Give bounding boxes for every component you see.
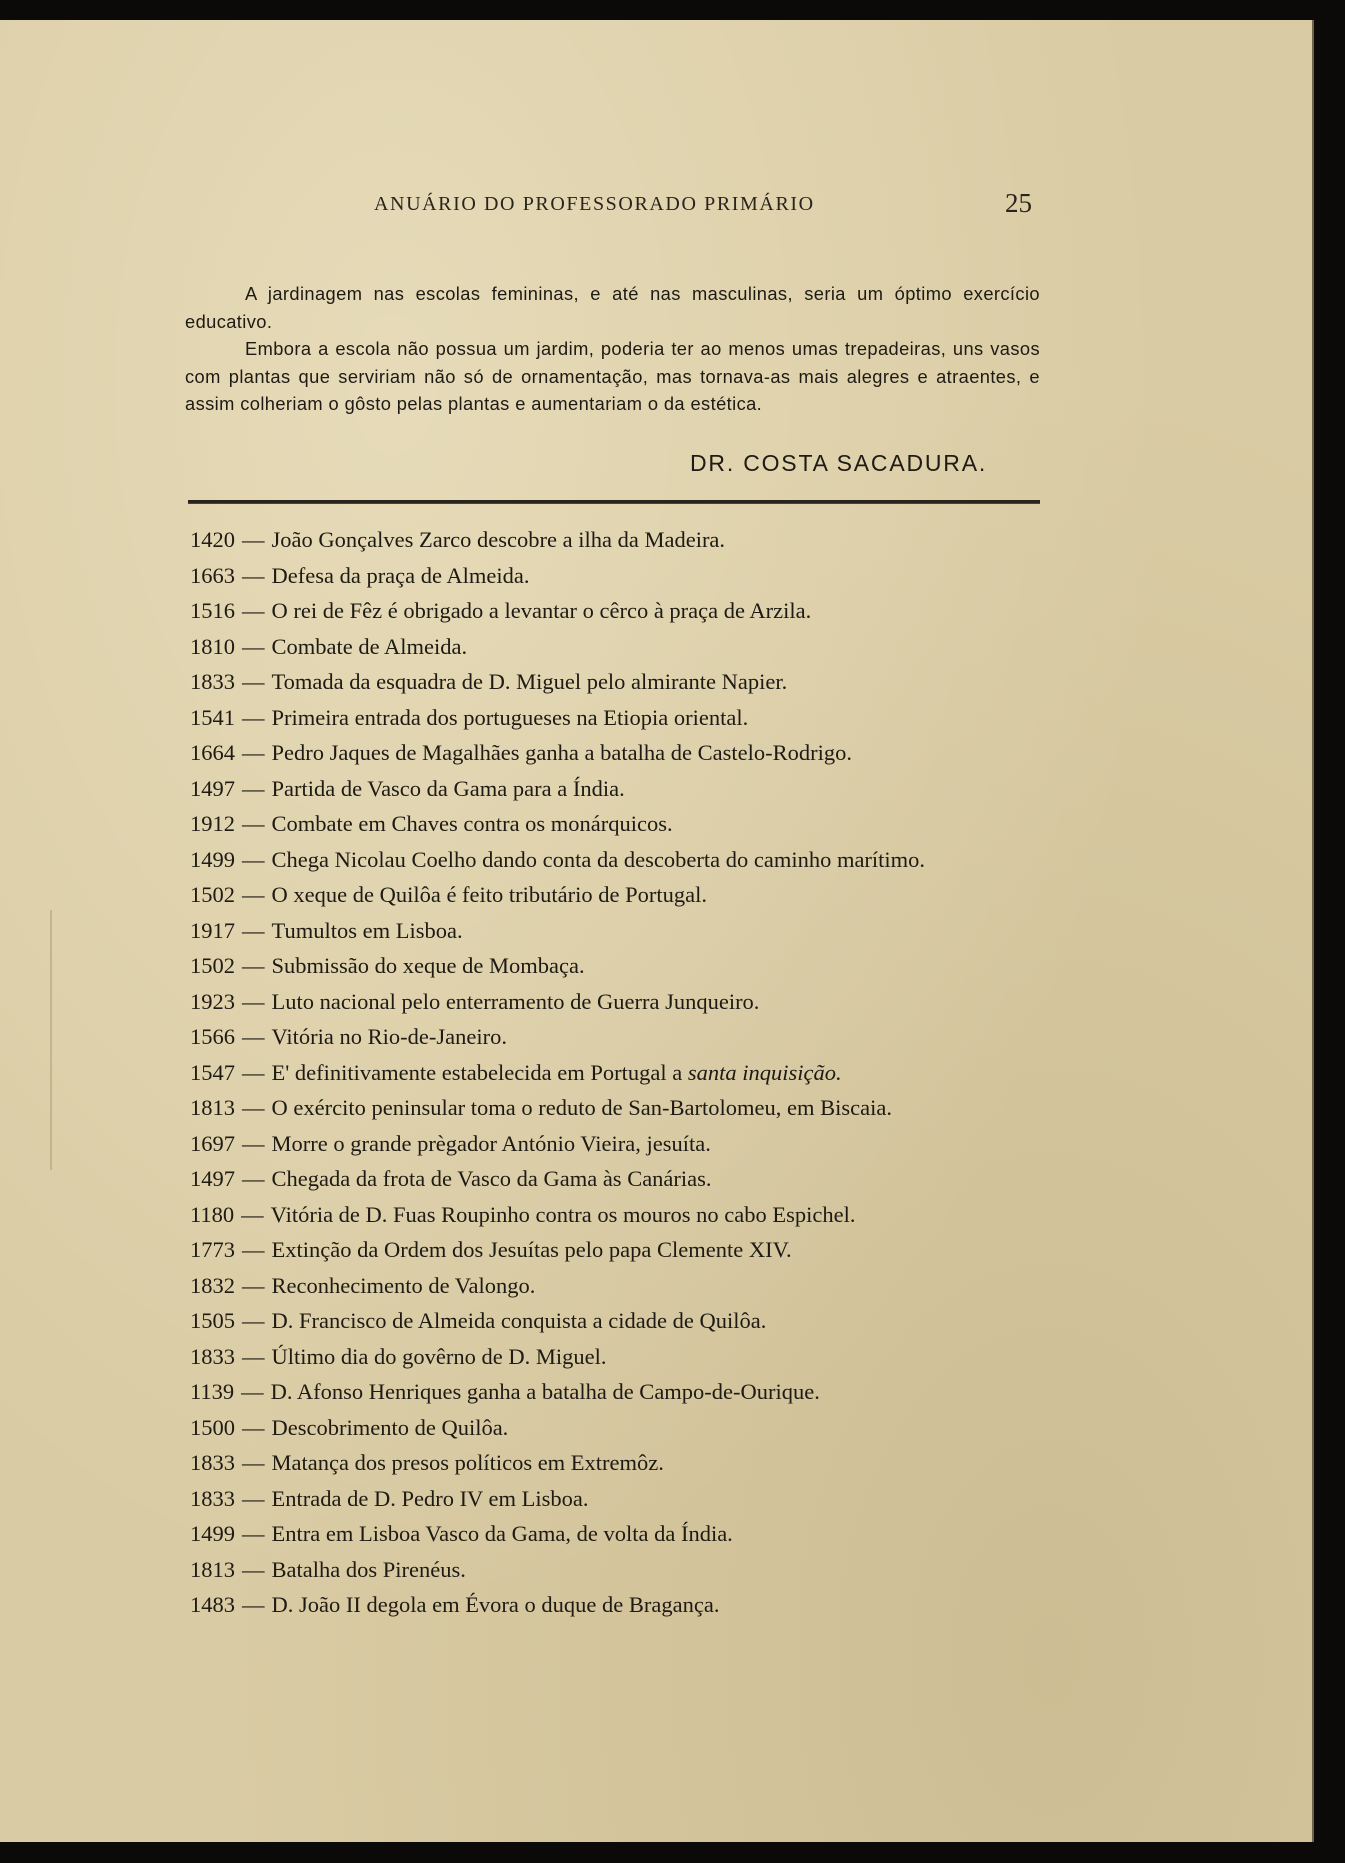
entry-year: 1499 (190, 1521, 235, 1546)
chronology-entry (190, 1197, 1070, 1233)
chronology-entry (190, 1516, 1070, 1552)
entry-description: O rei de Fêz é obrigado a levantar o cêrco à praça de Arzila. (271, 598, 812, 623)
entry-dash: — (242, 917, 265, 943)
entry-year: 1566 (190, 1024, 235, 1049)
entry-dash: — (242, 633, 265, 659)
chronology-entry (190, 948, 1070, 984)
entry-dash: — (242, 1521, 265, 1546)
entry-description: Extinção da Ordem dos Jesuítas pelo papa Clemente XIV. (271, 1237, 792, 1262)
entry-year: 1497 (190, 775, 235, 801)
chronology-entry (190, 1410, 1070, 1446)
entry-year: 1483 (190, 1592, 235, 1617)
entry-dash: — (242, 953, 265, 978)
entry-dash: — (242, 704, 265, 730)
entry-description: Tomada da esquadra de D. Miguel pelo almirante Napier. (271, 669, 788, 694)
entry-year: 1833 (190, 1450, 235, 1475)
entry-dash: — (242, 811, 265, 836)
entry-description: O xeque de Quilôa é feito tributário de Portugal. (271, 882, 707, 907)
entry-description: Vitória no Rio-de-Janeiro. (271, 1024, 507, 1049)
entry-year: 1833 (190, 1485, 235, 1511)
essay-paragraph: Embora a escola não possua um jardim, poderia ter ao menos umas trepadeiras, uns vasos com plantas que serviriam não só de ornamentação, mas tornava-as mais alegres e atraentes, e assim colheriam o gôsto pelas plantas e aumentariam o da estética. (185, 338, 1040, 414)
paper-crease (50, 910, 52, 1170)
chronology-entry (190, 522, 1070, 558)
entry-dash: — (242, 598, 265, 623)
entry-description: Reconhecimento de Valongo. (271, 1272, 536, 1298)
entry-description: Morre o grande prègador António Vieira, jesuíta. (271, 1130, 711, 1156)
entry-description: Entrada de D. Pedro IV em Lisboa. (271, 1485, 589, 1511)
chronology-entry (190, 1445, 1070, 1481)
entry-description: O exército peninsular toma o reduto de San-Bartolomeu, em Biscaia. (271, 1095, 892, 1120)
entry-dash: — (242, 562, 265, 588)
entry-dash: — (242, 1450, 265, 1475)
entry-dash: — (242, 1308, 265, 1333)
chronology-entry (190, 877, 1070, 913)
entry-description: D. Afonso Henriques ganha a batalha de Campo-de-Ourique. (270, 1379, 820, 1404)
entry-year: 1502 (190, 882, 235, 907)
chronology-entry (190, 558, 1070, 594)
chronology-entry (190, 1126, 1070, 1162)
entry-dash: — (242, 1414, 265, 1440)
entry-dash: — (242, 882, 265, 907)
chronology-entry (190, 1552, 1070, 1588)
entry-dash: — (242, 1059, 265, 1085)
chronology-entry (190, 1303, 1070, 1339)
entry-description: Chegada da frota de Vasco da Gama às Canárias. (271, 1166, 712, 1191)
page-number: 25 (1005, 188, 1032, 218)
chronology-entry (190, 1161, 1070, 1197)
entry-dash: — (242, 1024, 265, 1049)
entry-dash: — (242, 669, 265, 694)
entry-description: Vitória de D. Fuas Roupinho contra os mouros no cabo Espichel. (270, 1201, 856, 1227)
chronology-entry (190, 664, 1070, 700)
entry-year: 1664 (190, 740, 235, 765)
entry-year: 1505 (190, 1308, 235, 1333)
chronology-entry (190, 1587, 1070, 1623)
chronology-entry (190, 771, 1070, 807)
chronology-entry (190, 1481, 1070, 1517)
entry-year: 1923 (190, 988, 235, 1014)
entry-year: 1813 (190, 1095, 235, 1120)
chronology-entry (190, 735, 1070, 771)
entry-description: Chega Nicolau Coelho dando conta da descoberta do caminho marítimo. (271, 846, 926, 872)
entry-description: Luto nacional pelo enterramento de Guerra Junqueiro. (271, 988, 760, 1014)
entry-year: 1912 (190, 811, 235, 836)
entry-dash: — (242, 988, 265, 1014)
entry-dash: — (242, 527, 265, 552)
chronology-entry (190, 1374, 1070, 1410)
entry-description: Pedro Jaques de Magalhães ganha a batalha de Castelo-Rodrigo. (271, 740, 852, 765)
entry-dash: — (242, 1485, 265, 1511)
entry-year: 1833 (190, 669, 235, 694)
entry-description: D. Francisco de Almeida conquista a cidade de Quilôa. (271, 1308, 767, 1333)
entry-dash: — (242, 1556, 265, 1582)
entry-dash: — (242, 1130, 265, 1156)
chronology-list (190, 522, 1070, 1623)
entry-description: Submissão do xeque de Mombaça. (271, 953, 585, 978)
entry-year: 1500 (190, 1414, 235, 1440)
entry-description: Combate em Chaves contra os monárquicos. (271, 811, 673, 836)
chronology-entry (190, 913, 1070, 949)
chronology-entry (190, 1019, 1070, 1055)
entry-year: 1663 (190, 562, 235, 588)
entry-dash: — (242, 775, 265, 801)
entry-year: 1547 (190, 1059, 235, 1085)
entry-year: 1810 (190, 633, 235, 659)
chronology-entry (190, 1055, 1070, 1091)
entry-dash: — (242, 1237, 265, 1262)
chronology-entry (190, 593, 1070, 629)
essay-paragraph: A jardinagem nas escolas femininas, e até nas masculinas, seria um óptimo exercício educativo. (185, 283, 1040, 332)
entry-dash: — (242, 1272, 265, 1298)
entry-year: 1499 (190, 846, 235, 872)
entry-dash: — (242, 1592, 265, 1617)
entry-description: João Gonçalves Zarco descobre a ilha da Madeira. (271, 527, 726, 552)
entry-year: 1813 (190, 1556, 235, 1582)
entry-description: Último dia do govêrno de D. Miguel. (271, 1343, 607, 1369)
entry-year: 1497 (190, 1166, 235, 1191)
entry-description: Entra em Lisboa Vasco da Gama, de volta da Índia. (271, 1521, 733, 1546)
entry-year: 1139 (190, 1379, 235, 1404)
entry-year: 1833 (190, 1343, 235, 1369)
entry-dash: — (242, 1166, 265, 1191)
entry-dash: — (241, 1201, 264, 1227)
chronology-entry (190, 700, 1070, 736)
entry-year: 1502 (190, 953, 235, 978)
entry-description: Partida de Vasco da Gama para a Índia. (271, 775, 625, 801)
entry-dash: — (242, 740, 265, 765)
entry-description: D. João II degola em Évora o duque de Bragança. (271, 1592, 720, 1617)
essay-block (185, 280, 1040, 418)
entry-year: 1697 (190, 1130, 235, 1156)
chronology-entry (190, 629, 1070, 665)
entry-description: E' definitivamente estabelecida em Portugal a (271, 1059, 688, 1085)
entry-dash: — (241, 1379, 264, 1404)
entry-description: Tumultos em Lisboa. (271, 917, 463, 943)
entry-emphasis: santa inquisição. (687, 1059, 842, 1085)
entry-dash: — (242, 1343, 265, 1369)
paper-sheet (0, 20, 1314, 1842)
chronology-entry (190, 1339, 1070, 1375)
entry-description: Primeira entrada dos portugueses na Etiopia oriental. (271, 704, 749, 730)
entry-year: 1773 (190, 1237, 235, 1262)
chronology-entry (190, 806, 1070, 842)
entry-description: Defesa da praça de Almeida. (271, 562, 530, 588)
entry-year: 1420 (190, 527, 235, 552)
chronology-entry (190, 1232, 1070, 1268)
entry-year: 1541 (190, 704, 235, 730)
entry-year: 1516 (190, 598, 235, 623)
entry-description: Batalha dos Pirenéus. (271, 1556, 466, 1582)
entry-description: Combate de Almeida. (271, 633, 468, 659)
author-signature: DR. COSTA SACADURA. (690, 450, 988, 476)
entry-year: 1180 (190, 1201, 235, 1227)
chronology-entry (190, 842, 1070, 878)
entry-description: Descobrimento de Quilôa. (271, 1414, 509, 1440)
section-divider (188, 500, 1040, 504)
chronology-entry (190, 1090, 1070, 1126)
chronology-entry (190, 1268, 1070, 1304)
entry-dash: — (242, 846, 265, 872)
entry-description: Matança dos presos políticos em Extremôz. (271, 1450, 664, 1475)
entry-year: 1832 (190, 1272, 235, 1298)
entry-dash: — (242, 1095, 265, 1120)
running-title: ANUÁRIO DO PROFESSORADO PRIMÁRIO (374, 193, 815, 215)
entry-year: 1917 (190, 917, 235, 943)
chronology-entry (190, 984, 1070, 1020)
